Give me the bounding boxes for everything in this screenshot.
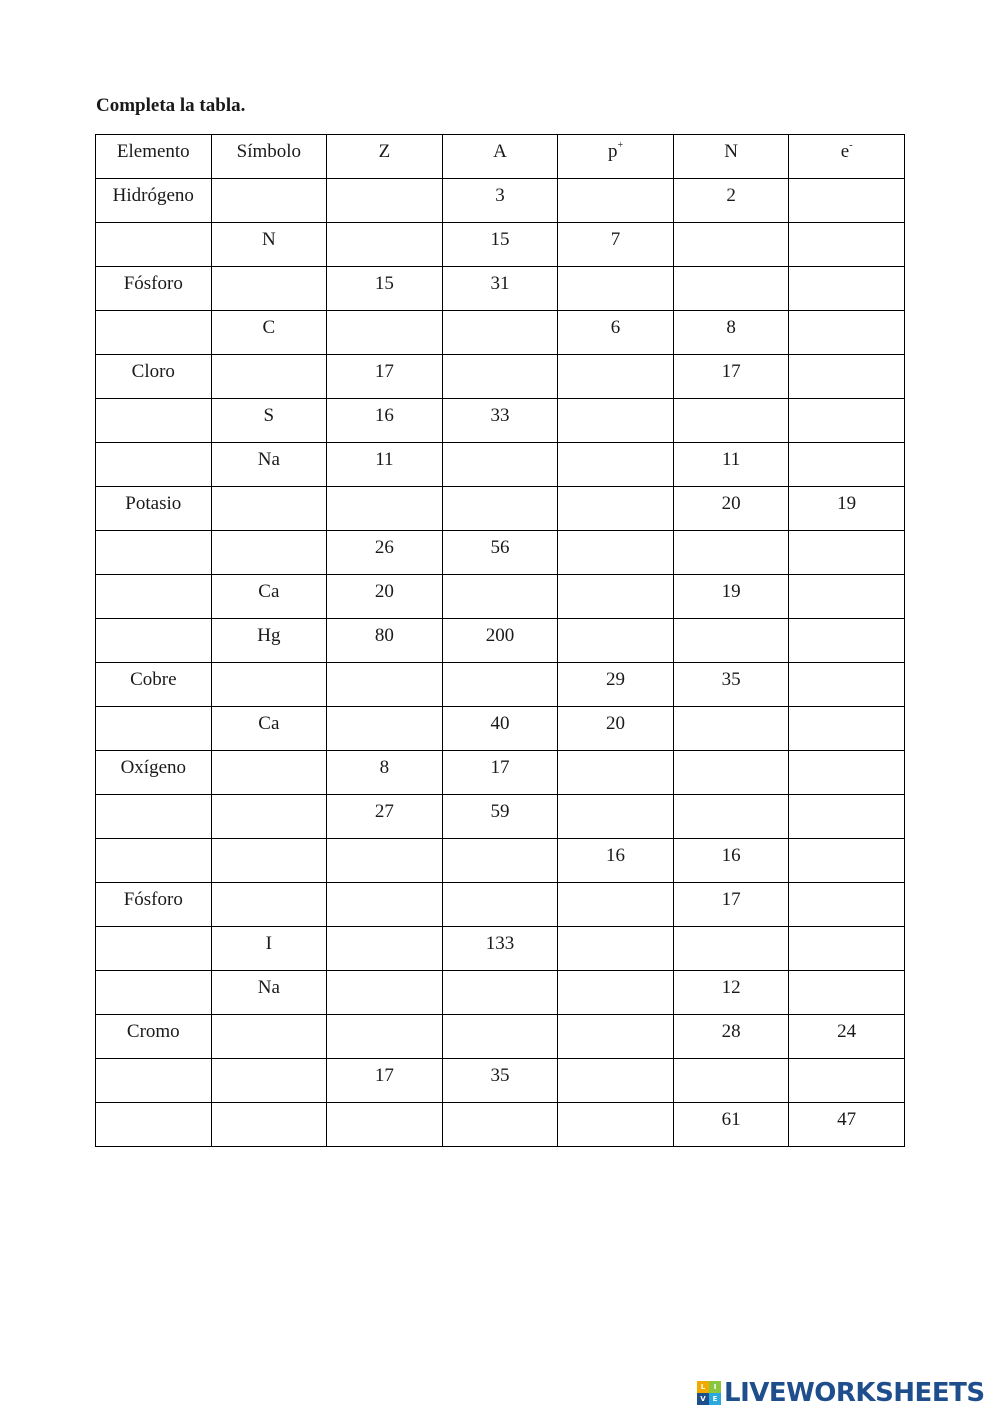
- cell-z: 27: [327, 795, 443, 839]
- cell-z[interactable]: [327, 1103, 443, 1147]
- cell-electrons[interactable]: [789, 971, 905, 1015]
- cell-n[interactable]: [673, 795, 789, 839]
- cell-a[interactable]: [442, 839, 558, 883]
- cell-simbolo[interactable]: [211, 839, 327, 883]
- cell-z: 26: [327, 531, 443, 575]
- cell-protons[interactable]: [558, 795, 674, 839]
- cell-electrons[interactable]: [789, 927, 905, 971]
- cell-electrons[interactable]: [789, 663, 905, 707]
- cell-a[interactable]: [442, 1103, 558, 1147]
- cell-simbolo[interactable]: [211, 267, 327, 311]
- brand-name: LIVEWORKSHEETS: [724, 1378, 985, 1408]
- logo-letter: V: [697, 1393, 709, 1405]
- cell-protons[interactable]: [558, 751, 674, 795]
- cell-n[interactable]: [673, 707, 789, 751]
- cell-a: 56: [442, 531, 558, 575]
- cell-n[interactable]: [673, 1059, 789, 1103]
- cell-z[interactable]: [327, 663, 443, 707]
- cell-protons[interactable]: [558, 487, 674, 531]
- cell-n: 61: [673, 1103, 789, 1147]
- cell-elemento: Potasio: [96, 487, 212, 531]
- cell-elemento: Cobre: [96, 663, 212, 707]
- cell-elemento[interactable]: [96, 531, 212, 575]
- cell-protons: 16: [558, 839, 674, 883]
- cell-z[interactable]: [327, 1015, 443, 1059]
- cell-a[interactable]: [442, 311, 558, 355]
- liveworksheets-icon: [697, 1381, 721, 1405]
- header-simbolo: Símbolo: [211, 135, 327, 179]
- cell-electrons[interactable]: [789, 839, 905, 883]
- cell-elemento[interactable]: [96, 619, 212, 663]
- cell-elemento[interactable]: [96, 1103, 212, 1147]
- table-row: [96, 707, 905, 751]
- cell-elemento[interactable]: [96, 311, 212, 355]
- cell-simbolo: Ca: [211, 707, 327, 751]
- cell-simbolo[interactable]: [211, 883, 327, 927]
- cell-simbolo[interactable]: [211, 1103, 327, 1147]
- cell-protons[interactable]: [558, 1059, 674, 1103]
- cell-n: 20: [673, 487, 789, 531]
- cell-z[interactable]: [327, 311, 443, 355]
- table-row: [96, 355, 905, 399]
- cell-a[interactable]: [442, 575, 558, 619]
- table-row: [96, 531, 905, 575]
- cell-electrons[interactable]: [789, 179, 905, 223]
- cell-simbolo: Na: [211, 443, 327, 487]
- cell-a: 31: [442, 267, 558, 311]
- cell-electrons[interactable]: [789, 311, 905, 355]
- table-row: [96, 267, 905, 311]
- cell-protons[interactable]: [558, 531, 674, 575]
- cell-z[interactable]: [327, 971, 443, 1015]
- cell-electrons[interactable]: [789, 707, 905, 751]
- cell-protons[interactable]: [558, 443, 674, 487]
- cell-electrons[interactable]: [789, 267, 905, 311]
- cell-z: 17: [327, 1059, 443, 1103]
- cell-simbolo[interactable]: [211, 663, 327, 707]
- cell-n: 12: [673, 971, 789, 1015]
- cell-simbolo: I: [211, 927, 327, 971]
- cell-simbolo: C: [211, 311, 327, 355]
- cell-a: 33: [442, 399, 558, 443]
- cell-n: 17: [673, 355, 789, 399]
- cell-protons[interactable]: [558, 179, 674, 223]
- cell-protons[interactable]: [558, 619, 674, 663]
- cell-simbolo[interactable]: [211, 531, 327, 575]
- cell-elemento: Oxígeno: [96, 751, 212, 795]
- cell-elemento[interactable]: [96, 399, 212, 443]
- cell-electrons[interactable]: [789, 443, 905, 487]
- table-row: [96, 927, 905, 971]
- table-row: [96, 487, 905, 531]
- cell-protons[interactable]: [558, 575, 674, 619]
- cell-a[interactable]: [442, 1015, 558, 1059]
- cell-n: 11: [673, 443, 789, 487]
- header-electrons: e-: [789, 135, 905, 179]
- table-row: [96, 1015, 905, 1059]
- cell-simbolo[interactable]: [211, 1015, 327, 1059]
- cell-n[interactable]: [673, 531, 789, 575]
- logo-letter: E: [709, 1393, 721, 1405]
- cell-simbolo: Hg: [211, 619, 327, 663]
- cell-n[interactable]: [673, 751, 789, 795]
- cell-protons: 6: [558, 311, 674, 355]
- cell-a: 40: [442, 707, 558, 751]
- liveworksheets-logo: [697, 1378, 985, 1408]
- cell-protons: 7: [558, 223, 674, 267]
- cell-a: 17: [442, 751, 558, 795]
- logo-letter: L: [697, 1381, 709, 1393]
- table-row: [96, 839, 905, 883]
- cell-z[interactable]: [327, 487, 443, 531]
- cell-elemento[interactable]: [96, 1059, 212, 1103]
- table-row: [96, 1103, 905, 1147]
- cell-a[interactable]: [442, 487, 558, 531]
- table-body: [96, 179, 905, 1147]
- cell-simbolo[interactable]: [211, 179, 327, 223]
- cell-n[interactable]: [673, 927, 789, 971]
- cell-a[interactable]: [442, 443, 558, 487]
- cell-electrons[interactable]: [789, 751, 905, 795]
- cell-n: 35: [673, 663, 789, 707]
- cell-simbolo[interactable]: [211, 487, 327, 531]
- cell-n: 28: [673, 1015, 789, 1059]
- cell-n: 8: [673, 311, 789, 355]
- cell-simbolo[interactable]: [211, 751, 327, 795]
- header-z: Z: [327, 135, 443, 179]
- cell-protons[interactable]: [558, 355, 674, 399]
- cell-electrons[interactable]: [789, 531, 905, 575]
- cell-n[interactable]: [673, 267, 789, 311]
- cell-a[interactable]: [442, 883, 558, 927]
- cell-simbolo[interactable]: [211, 795, 327, 839]
- table-row: [96, 619, 905, 663]
- cell-n[interactable]: [673, 223, 789, 267]
- cell-a[interactable]: [442, 663, 558, 707]
- cell-elemento[interactable]: [96, 575, 212, 619]
- cell-protons: 29: [558, 663, 674, 707]
- cell-electrons: 19: [789, 487, 905, 531]
- cell-a: 15: [442, 223, 558, 267]
- table-row: [96, 575, 905, 619]
- cell-elemento: Fósforo: [96, 267, 212, 311]
- cell-electrons[interactable]: [789, 399, 905, 443]
- cell-electrons[interactable]: [789, 883, 905, 927]
- cell-z[interactable]: [327, 223, 443, 267]
- cell-electrons: 47: [789, 1103, 905, 1147]
- elements-table: [95, 134, 905, 1147]
- table-row: [96, 883, 905, 927]
- header-n: N: [673, 135, 789, 179]
- worksheet-title: Completa la tabla.: [96, 95, 246, 116]
- cell-z: 20: [327, 575, 443, 619]
- table-row: [96, 795, 905, 839]
- table-header-row: [96, 135, 905, 179]
- cell-protons[interactable]: [558, 267, 674, 311]
- cell-elemento[interactable]: [96, 707, 212, 751]
- cell-elemento[interactable]: [96, 839, 212, 883]
- cell-z: 16: [327, 399, 443, 443]
- cell-elemento[interactable]: [96, 443, 212, 487]
- header-elemento: Elemento: [96, 135, 212, 179]
- cell-elemento: Cromo: [96, 1015, 212, 1059]
- cell-simbolo[interactable]: [211, 355, 327, 399]
- logo-letter: I: [709, 1381, 721, 1393]
- cell-a[interactable]: [442, 355, 558, 399]
- cell-z[interactable]: [327, 707, 443, 751]
- cell-elemento: Hidrógeno: [96, 179, 212, 223]
- table-row: [96, 443, 905, 487]
- cell-n: 16: [673, 839, 789, 883]
- table-row: [96, 663, 905, 707]
- cell-a: 35: [442, 1059, 558, 1103]
- cell-z[interactable]: [327, 179, 443, 223]
- header-a: A: [442, 135, 558, 179]
- cell-electrons[interactable]: [789, 575, 905, 619]
- cell-n: 19: [673, 575, 789, 619]
- cell-a[interactable]: [442, 971, 558, 1015]
- cell-a: 3: [442, 179, 558, 223]
- cell-z[interactable]: [327, 839, 443, 883]
- header-protons: p+: [558, 135, 674, 179]
- cell-a: 59: [442, 795, 558, 839]
- cell-z[interactable]: [327, 883, 443, 927]
- cell-z[interactable]: [327, 927, 443, 971]
- cell-protons[interactable]: [558, 883, 674, 927]
- cell-simbolo: N: [211, 223, 327, 267]
- cell-elemento[interactable]: [96, 795, 212, 839]
- table-row: [96, 971, 905, 1015]
- cell-protons[interactable]: [558, 927, 674, 971]
- table-row: [96, 223, 905, 267]
- cell-elemento[interactable]: [96, 223, 212, 267]
- cell-electrons[interactable]: [789, 223, 905, 267]
- cell-a: 200: [442, 619, 558, 663]
- cell-a: 133: [442, 927, 558, 971]
- cell-n[interactable]: [673, 619, 789, 663]
- cell-simbolo: Na: [211, 971, 327, 1015]
- cell-electrons[interactable]: [789, 619, 905, 663]
- cell-protons[interactable]: [558, 1015, 674, 1059]
- cell-simbolo: Ca: [211, 575, 327, 619]
- table-row: [96, 751, 905, 795]
- cell-elemento[interactable]: [96, 927, 212, 971]
- cell-electrons[interactable]: [789, 795, 905, 839]
- cell-electrons[interactable]: [789, 1059, 905, 1103]
- cell-z: 8: [327, 751, 443, 795]
- cell-elemento: Cloro: [96, 355, 212, 399]
- cell-simbolo[interactable]: [211, 1059, 327, 1103]
- cell-protons: 20: [558, 707, 674, 751]
- cell-z: 17: [327, 355, 443, 399]
- table-row: [96, 311, 905, 355]
- cell-electrons[interactable]: [789, 355, 905, 399]
- table-row: [96, 179, 905, 223]
- cell-elemento[interactable]: [96, 971, 212, 1015]
- cell-electrons: 24: [789, 1015, 905, 1059]
- cell-protons[interactable]: [558, 399, 674, 443]
- cell-simbolo: S: [211, 399, 327, 443]
- cell-n[interactable]: [673, 399, 789, 443]
- cell-z: 11: [327, 443, 443, 487]
- cell-protons[interactable]: [558, 971, 674, 1015]
- cell-z: 80: [327, 619, 443, 663]
- cell-n: 17: [673, 883, 789, 927]
- cell-z: 15: [327, 267, 443, 311]
- table-row: [96, 1059, 905, 1103]
- cell-elemento: Fósforo: [96, 883, 212, 927]
- table-row: [96, 399, 905, 443]
- cell-n: 2: [673, 179, 789, 223]
- cell-protons[interactable]: [558, 1103, 674, 1147]
